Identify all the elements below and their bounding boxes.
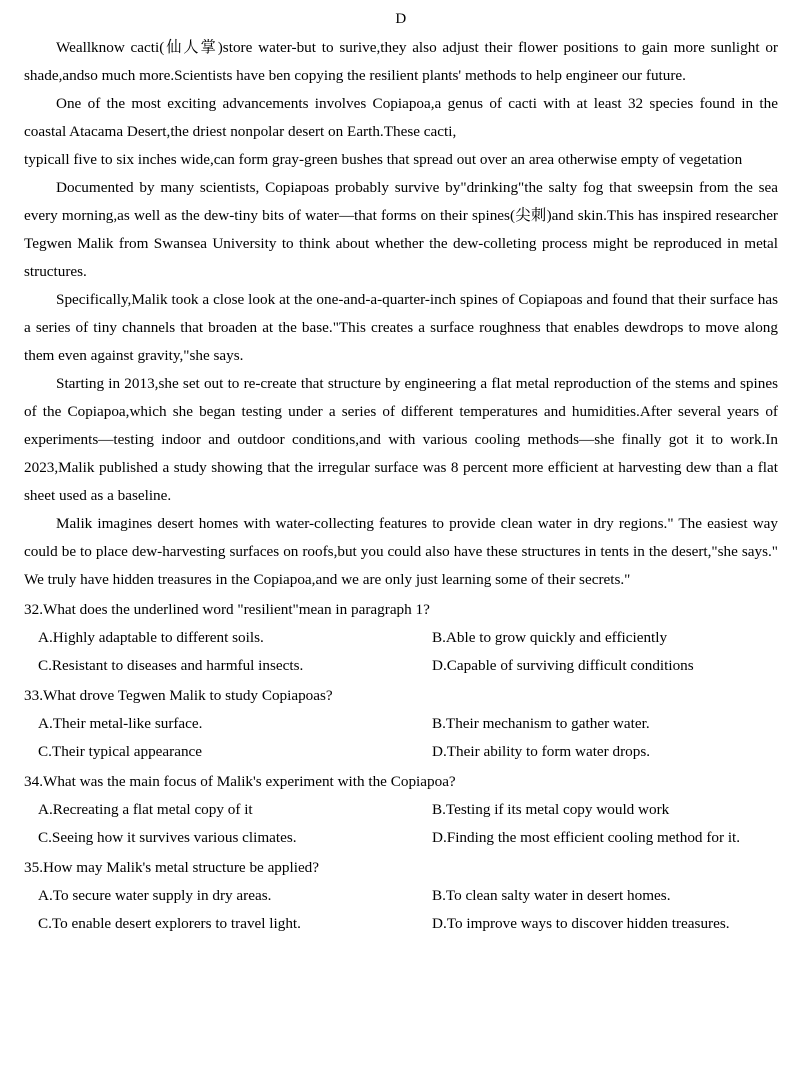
option-a[interactable]: A.Their metal-like surface. xyxy=(38,715,203,732)
passage-paragraph-3: typicall five to six inches wide,can form gray-green bushes that spread out over an area otherwise empty of vegetation xyxy=(24,151,743,168)
passage-paragraph-5: Specifically,Malik took a close look at the one-and-a-quarter-inch spines of Copiapoas and found that their surface has a series of tiny channels that broaden at the base."This creates a surface roughness that enables dewdrops to move along them even against gravity,"she says. xyxy=(24,291,778,364)
question-32 xyxy=(24,596,778,680)
section-letter: D xyxy=(395,11,407,27)
passage-paragraph-6: Starting in 2013,she set out to re-create that structure by engineering a flat metal reproduction of the stems and spines of the Copiapoa,which she began testing under a series of different temperatures and humidities.After several years of experiments—testing indoor and outdoor conditions,and with various cooling methods—she finally got it to work.In 2023,Malik published a study showing that the irregular surface was 8 percent more efficient at harvesting dew than a flat sheet used as a baseline. xyxy=(24,375,778,504)
option-b[interactable]: B.Testing if its metal copy would work xyxy=(432,801,670,818)
option-a[interactable]: A.Highly adaptable to different soils. xyxy=(38,629,264,646)
question-stem: 34.What was the main focus of Malik's experiment with the Copiapoa? xyxy=(24,773,456,790)
option-d[interactable]: D.Capable of surviving difficult conditions xyxy=(432,657,694,674)
option-d[interactable]: D.To improve ways to discover hidden treasures. xyxy=(432,915,730,932)
question-33 xyxy=(24,682,778,766)
option-c[interactable]: C.To enable desert explorers to travel light. xyxy=(38,915,301,932)
passage-paragraph-7: Malik imagines desert homes with water-collecting features to provide clean water in dry regions." The easiest way could be to place dew-harvesting surfaces on roofs,but you could also have these structures in tents in the desert,"she says." We truly have hidden treasures in the Copiapoa,and we are only just learning some of their secrets." xyxy=(24,515,778,588)
question-34 xyxy=(24,768,778,852)
passage-paragraph-4: Documented by many scientists, Copiapoas probably survive by"drinking"the salty fog that sweepsin from the sea every morning,as well as the dew-tiny bits of water—that forms on their spines(尖刺)and skin.This has inspired researcher Tegwen Malik from Swansea University to think about whether the dew-colleting process might be reproduced in metal structures. xyxy=(24,179,778,280)
passage-paragraph-2: One of the most exciting advancements involves Copiapoa,a genus of cacti with at least 32 species found in the coastal Atacama Desert,the driest nonpolar desert on Earth.These cacti, xyxy=(24,95,778,140)
question-35 xyxy=(24,854,778,938)
question-options xyxy=(24,624,778,680)
option-d[interactable]: D.Their ability to form water drops. xyxy=(432,743,651,760)
passage-paragraph-1: Weallknow cacti(仙人掌)store water-but to surive,they also adjust their flower positions to gain more sunlight or shade,andso much more.Scientists have ben copying the resilient plants' methods to help engineer our future. xyxy=(24,39,778,84)
option-c[interactable]: C.Resistant to diseases and harmful insects. xyxy=(38,657,304,674)
option-a[interactable]: A.Recreating a flat metal copy of it xyxy=(38,801,253,818)
option-d[interactable]: D.Finding the most efficient cooling method for it. xyxy=(432,829,741,846)
question-stem: 33.What drove Tegwen Malik to study Copiapoas? xyxy=(24,687,333,704)
option-c[interactable]: C.Their typical appearance xyxy=(38,743,203,760)
option-c[interactable]: C.Seeing how it survives various climates. xyxy=(38,829,297,846)
option-b[interactable]: B.To clean salty water in desert homes. xyxy=(432,887,671,904)
option-b[interactable]: B.Able to grow quickly and efficiently xyxy=(432,629,668,646)
question-options xyxy=(24,796,778,852)
option-b[interactable]: B.Their mechanism to gather water. xyxy=(432,715,650,732)
question-stem: 32.What does the underlined word "resilient"mean in paragraph 1? xyxy=(24,601,430,618)
question-options xyxy=(24,710,778,766)
option-a[interactable]: A.To secure water supply in dry areas. xyxy=(38,887,272,904)
question-options xyxy=(24,882,778,938)
question-stem: 35.How may Malik's metal structure be applied? xyxy=(24,859,320,876)
